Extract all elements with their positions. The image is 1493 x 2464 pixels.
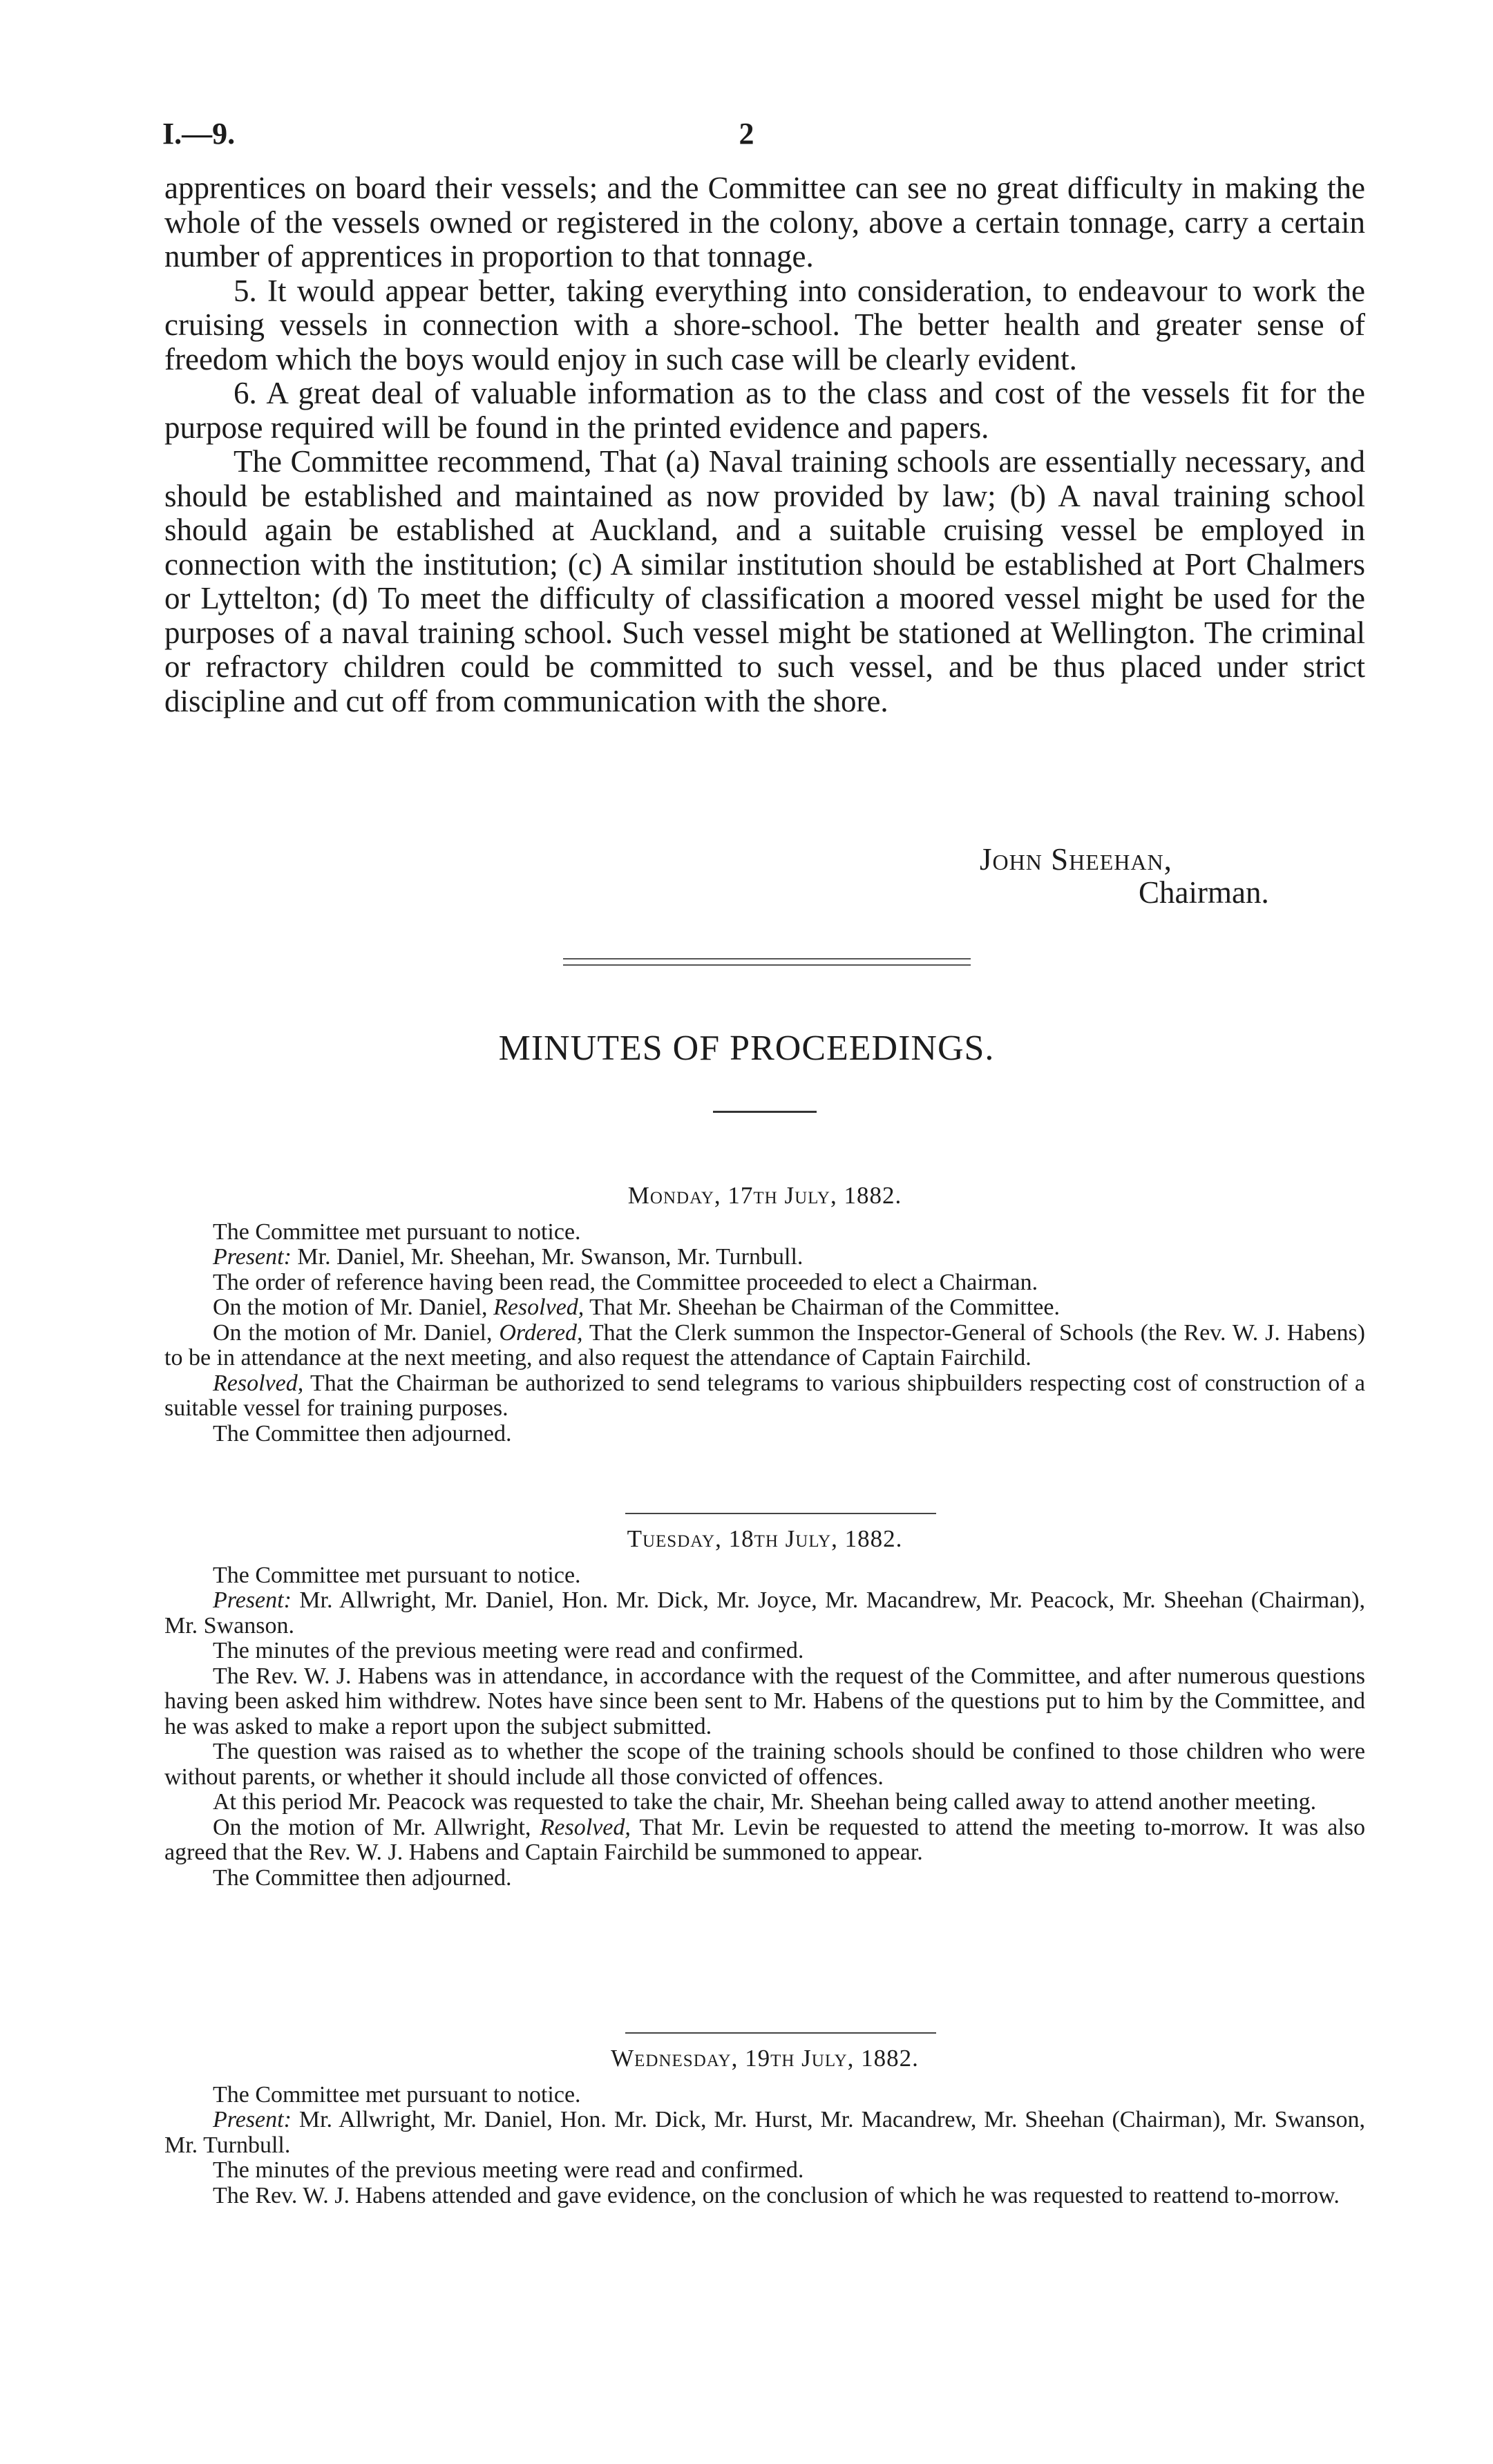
meeting-divider [625, 2032, 936, 2034]
meeting-minutes [164, 2046, 1365, 2208]
minute-line: The minutes of the previous meeting were read and confirmed. [213, 1638, 804, 1663]
minute-line: On the motion of Mr. Daniel, Ordered, That the Clerk summon the Inspector-General of Schools (the Rev. W. J. Habens) to be in attendance at the next meeting, and also request the attendance of Captain Fairchild. [164, 1319, 1365, 1371]
minute-line: Present: Mr. Daniel, Mr. Sheehan, Mr. Swanson, Mr. Turnbull. [213, 1244, 803, 1270]
minute-line: Present: Mr. Allwright, Mr. Daniel, Hon. Mr. Dick, Mr. Joyce, Mr. Macandrew, Mr. Peacock, Mr. Sheehan (Chairman), Mr. Swanson. [164, 1587, 1365, 1639]
paper-reference: I.—9. [162, 117, 236, 151]
meeting-minutes [164, 1527, 1365, 1891]
minute-line: The Committee then adjourned. [213, 1864, 512, 1891]
meeting-date: Wednesday, 19th July, 1882. [611, 2045, 919, 2072]
minute-line: On the motion of Mr. Daniel, Resolved, That Mr. Sheehan be Chairman of the Committee. [213, 1295, 1060, 1320]
signature-block [164, 843, 1365, 909]
minute-line: The Committee met pursuant to notice. [213, 1219, 581, 1245]
minute-line: The question was raised as to whether the scope of the training schools should be confined to those children who were without parents, or whether it should include all those convicted of offences. [164, 1739, 1365, 1790]
minute-line: Resolved, That the Chairman be authorized to send telegrams to various shipbuilders respecting cost of construction of a suitable vessel for training purposes. [164, 1370, 1365, 1421]
meeting-divider [625, 1513, 936, 1514]
minute-line: Present: Mr. Allwright, Mr. Daniel, Hon. Mr. Dick, Mr. Hurst, Mr. Macandrew, Mr. Sheehan (Chairman), Mr. Swanson, Mr. Turnbull. [164, 2107, 1365, 2158]
minute-line: The Committee met pursuant to notice. [213, 2081, 581, 2108]
minute-line: On the motion of Mr. Allwright, Resolved, That Mr. Levin be requested to attend the meeting to-morrow. It was also agreed that the Rev. W. J. Habens and Captain Fairchild be summoned to appear. [164, 1814, 1366, 1865]
meeting-date: Monday, 17th July, 1882. [627, 1182, 902, 1209]
minute-line: The Committee then adjourned. [213, 1420, 512, 1446]
section-divider [563, 958, 971, 966]
minute-line: The Committee met pursuant to notice. [213, 1562, 581, 1588]
minutes-title: MINUTES OF PROCEEDINGS. [498, 1029, 995, 1068]
minute-line: The Rev. W. J. Habens attended and gave evidence, on the conclusion of which he was requested to reattend to-morrow. [213, 2182, 1340, 2208]
meeting-date: Tuesday, 18th July, 1882. [627, 1525, 903, 1552]
meeting-minutes [164, 1183, 1365, 1446]
minute-line: At this period Mr. Peacock was requested to take the chair, Mr. Sheehan being called away to attend another meeting. [213, 1789, 1317, 1815]
report-paragraph: 5. It would appear better, taking everything into consideration, to endeavour to work the cruising vessels in connection with a shore-school. The better health and greater sense of freedom which the boys would enjoy in such case will be clearly evident. [164, 273, 1365, 376]
report-paragraph: 6. A great deal of valuable information as to the class and cost of the vessels fit for the purpose required will be found in the printed evidence and papers. [164, 376, 1365, 445]
report-paragraph: apprentices on board their vessels; and the Committee can see no great difficulty in making the whole of the vessels owned or registered in the colony, above a certain tonnage, carry a certain number of apprentices in proportion to that tonnage. [164, 171, 1365, 274]
page-header [162, 116, 1331, 157]
title-underline [713, 1111, 817, 1113]
page-number: 2 [739, 117, 754, 151]
minute-line: The minutes of the previous meeting were read and confirmed. [213, 2157, 804, 2183]
signatory-role: Chairman. [1139, 875, 1269, 910]
signatory-name: John Sheehan, [980, 842, 1172, 877]
committee-report-text [164, 171, 1365, 718]
minute-line: The order of reference having been read, the Committee proceeded to elect a Chairman. [213, 1269, 1038, 1295]
report-paragraph: The Committee recommend, That (a) Naval training schools are essentially necessary, and should be established and maintained as now provided by law; (b) A naval training school should again be established at Auckland, and a suitable cruising vessel be employed in connection with the institution; (c) A similar institution should be established at Port Chalmers or Lyttelton; (d) To meet the difficulty of classification a moored vessel might be used for the purposes of a naval training school. Such vessel might be stationed at Wellington. The criminal or refractory children could be committed to such vessel, and be thus placed under strict discipline and cut off from communication with the shore. [164, 444, 1365, 718]
minute-line: The Rev. W. J. Habens was in attendance, in accordance with the request of the Committee, and after numerous questions having been asked him withdrew. Notes have since been sent to Mr. Habens of the questions put to him by the Committee, and he was asked to make a report upon the subject submitted. [164, 1663, 1365, 1739]
